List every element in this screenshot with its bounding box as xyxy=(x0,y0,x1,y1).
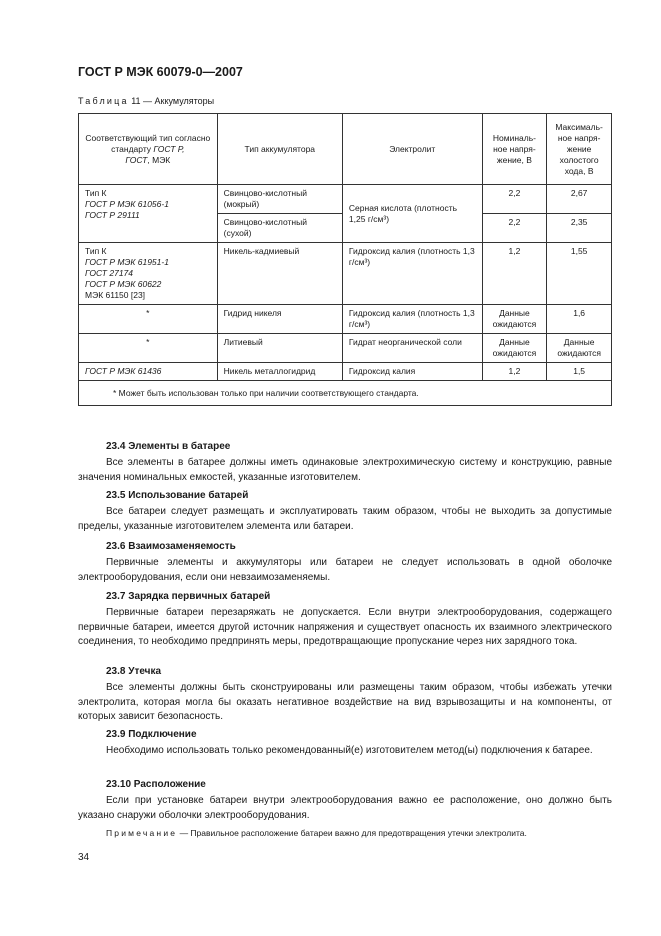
cell-standard: * xyxy=(79,305,218,334)
cell-electrolyte: Гидроксид калия (плотность 1,3 г/см³) xyxy=(342,305,482,334)
section-paragraph xyxy=(78,505,612,534)
section-paragraph xyxy=(78,794,612,823)
cell-standard: ГОСТ Р МЭК 61436 xyxy=(79,363,218,381)
standard-line: ГОСТ Р МЭК 61056-1 xyxy=(85,199,169,209)
standard-line: ГОСТ Р 29111 xyxy=(85,210,140,220)
document-code: ГОСТ Р МЭК 60079-0—2007 xyxy=(78,65,243,79)
section-paragraph xyxy=(78,744,612,759)
header-type: Тип аккумулятора xyxy=(217,114,342,185)
standard-line: Тип К xyxy=(85,188,107,198)
standard-line: МЭК 61150 [23] xyxy=(85,290,146,300)
section-heading: 23.9 Подключение xyxy=(106,729,197,740)
section-heading: 23.10 Расположение xyxy=(106,779,206,790)
battery-table xyxy=(78,113,612,406)
table-row xyxy=(79,185,612,214)
table-header-row xyxy=(79,114,612,185)
section-text: Первичные батареи перезаряжать не допускается. Если внутри электрооборудования, содержащего первичные батареи, имеется другой источник напряжения и существует опасность их взаимного электрического соединения, то необходимо предпринять меры, предотвращающие пропускание через них зарядного тока. xyxy=(78,607,612,647)
section-text: Необходимо использовать только рекомендованный(е) изготовителем метод(ы) подключения к батарее. xyxy=(106,745,593,756)
table-caption-label: Таблица xyxy=(78,96,129,106)
table-footnote-row xyxy=(79,381,612,406)
header-max-voltage: Максималь- ное напря- жение холостого хода, В xyxy=(547,114,612,185)
cell-max: 1,55 xyxy=(547,243,612,305)
header-standard: Соответствующий тип согласно стандарту ГОСТ Р, ГОСТ, МЭК xyxy=(79,114,218,185)
section-paragraph xyxy=(78,456,612,485)
cell-electrolyte: Гидроксид калия (плотность 1,3 г/см³) xyxy=(342,243,482,305)
table-row xyxy=(79,243,612,305)
section-text: Все батареи следует размещать и эксплуатировать таким образом, чтобы не выходить за допустимые пределы, указанные изготовителем элемента или батареи. xyxy=(78,506,612,532)
table-caption-title: 11 — Аккумуляторы xyxy=(128,96,215,106)
standard-line: ГОСТ Р МЭК 61951-1 xyxy=(85,257,169,267)
section-text: Все элементы в батарее должны иметь одинаковые электрохимическую систему и конструкцию, равные значения номинальных емкостей, указанные изготовителем. xyxy=(78,457,612,483)
cell-max: Данные ожидаются xyxy=(547,334,612,363)
cell-standard xyxy=(79,243,218,305)
cell-nominal: 1,2 xyxy=(482,243,547,305)
header-electrolyte: Электролит xyxy=(342,114,482,185)
cell-nominal: 2,2 xyxy=(482,214,547,243)
section-heading: 23.6 Взаимозаменяемость xyxy=(106,541,236,552)
note xyxy=(106,828,527,838)
cell-max: 2,67 xyxy=(547,185,612,214)
cell-max: 2,35 xyxy=(547,214,612,243)
cell-nominal: Данные ожидаются xyxy=(482,334,547,363)
section-heading: 23.8 Утечка xyxy=(106,666,162,677)
cell-nominal: 2,2 xyxy=(482,185,547,214)
section-text: Если при установке батареи внутри электрооборудования важно ее расположение, оно должно быть указано снаружи оболочки электрооборудования. xyxy=(78,795,612,821)
note-text: — Правильное расположение батареи важно для предотвращения утечки электролита. xyxy=(177,828,527,838)
cell-electrolyte: Гидроксид калия xyxy=(342,363,482,381)
table-row xyxy=(79,363,612,381)
cell-type: Никель-кадмиевый xyxy=(217,243,342,305)
cell-electrolyte: Серная кислота (плотность 1,25 г/см³) xyxy=(342,185,482,243)
section-paragraph xyxy=(78,556,612,585)
cell-standard: * xyxy=(79,334,218,363)
section-heading: 23.4 Элементы в батарее xyxy=(106,441,231,452)
cell-electrolyte: Гидрат неорганической соли xyxy=(342,334,482,363)
standard-line: Тип К xyxy=(85,246,107,256)
note-label: Примечание xyxy=(106,828,178,838)
cell-max: 1,6 xyxy=(547,305,612,334)
cell-standard xyxy=(79,185,218,243)
section-text: Первичные элементы и аккумуляторы или батареи не следует использовать в одной оболочке электрооборудования, если они невзаимозаменяемы. xyxy=(78,557,612,583)
section-heading: 23.5 Использование батарей xyxy=(106,490,249,501)
page-number: 34 xyxy=(78,852,90,863)
table-caption xyxy=(78,96,214,106)
section-paragraph xyxy=(78,606,612,650)
cell-nominal: Данные ожидаются xyxy=(482,305,547,334)
cell-type: Свинцово-кислотный (мокрый) xyxy=(217,185,342,214)
section-heading: 23.7 Зарядка первичных батарей xyxy=(106,591,271,602)
standard-line: ГОСТ 27174 xyxy=(85,268,133,278)
section-text: Все элементы должны быть сконструированы или размещены таким образом, чтобы избежать утечки электролита, которая могла бы оказать негативное воздействие на вид взрывозащиты и на компоненты, от которых зависит безопасность. xyxy=(78,682,612,722)
cell-type: Свинцово-кислотный (сухой) xyxy=(217,214,342,243)
standard-line: ГОСТ Р МЭК 60622 xyxy=(85,279,162,289)
cell-type: Гидрид никеля xyxy=(217,305,342,334)
header-nominal-voltage: Номиналь- ное напря- жение, В xyxy=(482,114,547,185)
table-row xyxy=(79,334,612,363)
cell-type: Литиевый xyxy=(217,334,342,363)
cell-max: 1,5 xyxy=(547,363,612,381)
table-row xyxy=(79,305,612,334)
cell-type: Никель металлогидрид xyxy=(217,363,342,381)
cell-nominal: 1,2 xyxy=(482,363,547,381)
section-paragraph xyxy=(78,681,612,725)
table-footnote: * Может быть использован только при наличии соответствующего стандарта. xyxy=(79,381,612,406)
